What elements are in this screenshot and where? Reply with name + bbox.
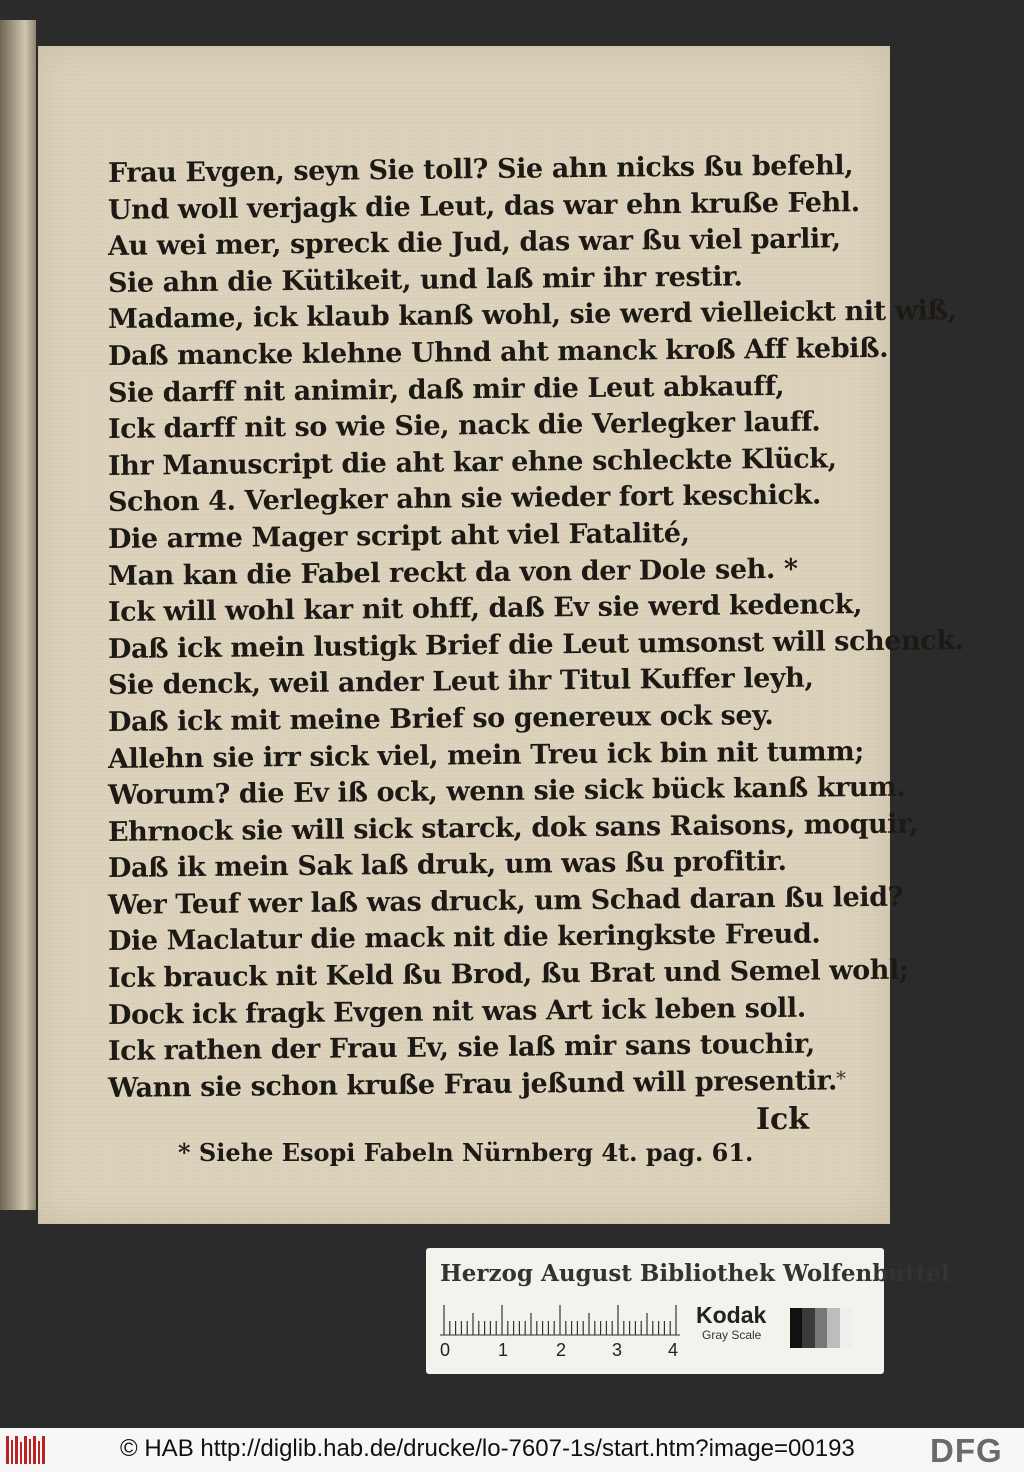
text-line: Die Maclatur die mack nit die keringkste Freud. xyxy=(107,919,821,958)
scale-number: 1 xyxy=(498,1340,509,1360)
text-line: Dock ick fragk Evgen nit was Art ick leben soll. xyxy=(107,992,806,1031)
text-line: Wer Teuf wer laß was druck, um Schad daran ßu leid? xyxy=(107,881,904,921)
text-line: Ick brauck nit Keld ßu Brod, ßu Brat und Semel wohl; xyxy=(107,954,909,995)
ruler-scale xyxy=(440,1300,700,1336)
text-line: Allehn sie irr sick viel, mein Treu ick bin nit tumm; xyxy=(107,735,865,775)
text-line: Worum? die Ev iß ock, wenn sie sick bück kanß krum. xyxy=(107,771,906,812)
hab-logo-icon xyxy=(6,1436,48,1464)
footnote: * Siehe Esopi Fabeln Nürnberg 4t. pag. 61. xyxy=(178,1138,754,1167)
adjacent-page-edge xyxy=(0,20,36,1210)
catchword: Ick xyxy=(756,1102,810,1137)
library-color-card xyxy=(426,1248,950,1374)
scale-number: 4 xyxy=(668,1340,679,1360)
gray-scale-label: Gray Scale xyxy=(702,1328,762,1342)
margin-mark: * xyxy=(836,1066,846,1090)
text-line: Ihr Manuscript die aht kar ehne schleckte Klück, xyxy=(107,443,837,482)
text-line: Au wei mer, spreck die Jud, das war ßu viel parlir, xyxy=(107,223,841,263)
text-line: Sie ahn die Kütikeit, und laß mir ihr restir. xyxy=(107,261,743,299)
text-line: Frau Evgen, seyn Sie toll? Sie ahn nicks ßu befehl, xyxy=(107,150,854,189)
poem-text xyxy=(107,150,964,1107)
text-line: Die arme Mager script aht viel Fatalité, xyxy=(107,517,690,555)
kodak-logo: Kodak xyxy=(696,1302,767,1328)
book-page xyxy=(38,46,964,1224)
text-line: Daß ick mit meine Brief so genereux ock sey. xyxy=(107,699,774,738)
text-line: Sie denck, weil ander Leut ihr Titul Kuffer leyh, xyxy=(107,662,814,702)
dfg-logo: DFG xyxy=(930,1432,1003,1469)
text-line: Ick will wohl kar nit ohff, daß Ev sie werd kedenck, xyxy=(107,589,863,629)
text-line: Ick rathen der Frau Ev, sie laß mir sans touchir, xyxy=(107,1028,815,1068)
text-line: Ick darff nit so wie Sie, nack die Verlegker lauff. xyxy=(107,406,821,446)
copyright-url: © HAB http://diglib.hab.de/drucke/lo-7607-1s/start.htm?image=00193 xyxy=(120,1435,855,1462)
text-line: Man kan die Fabel reckt da von der Dole seh. * xyxy=(107,553,798,592)
text-line: Daß ick mein lustigk Brief die Leut umsonst will schenck. xyxy=(107,624,964,665)
scale-number: 2 xyxy=(556,1340,567,1360)
text-line: Daß ik mein Sak laß druk, um was ßu profitir. xyxy=(107,846,787,885)
text-line: Wann sie schon kruße Frau jeßund will presentir. xyxy=(107,1065,838,1104)
text-line: Ehrnock sie will sick starck, dok sans Raisons, moquir, xyxy=(107,808,919,848)
gray-scale-patch xyxy=(790,1308,852,1348)
scale-number: 3 xyxy=(612,1340,623,1360)
text-line: Und woll verjagk die Leut, das war ehn kruße Fehl. xyxy=(107,186,860,226)
text-line: Sie darff nit animir, daß mir die Leut abkauff, xyxy=(107,370,785,409)
scale-number: 0 xyxy=(440,1340,451,1360)
text-line: Schon 4. Verlegker ahn sie wieder fort keschick. xyxy=(107,479,822,519)
text-line: Daß mancke klehne Uhnd aht manck kroß Aff kebiß. xyxy=(107,332,889,372)
text-line: Madame, ick klaub kanß wohl, sie werd vielleickt nit wiß, xyxy=(107,295,957,336)
library-name: Herzog August Bibliothek Wolfenbüttel xyxy=(440,1260,950,1287)
footer-bar xyxy=(0,1428,1024,1472)
